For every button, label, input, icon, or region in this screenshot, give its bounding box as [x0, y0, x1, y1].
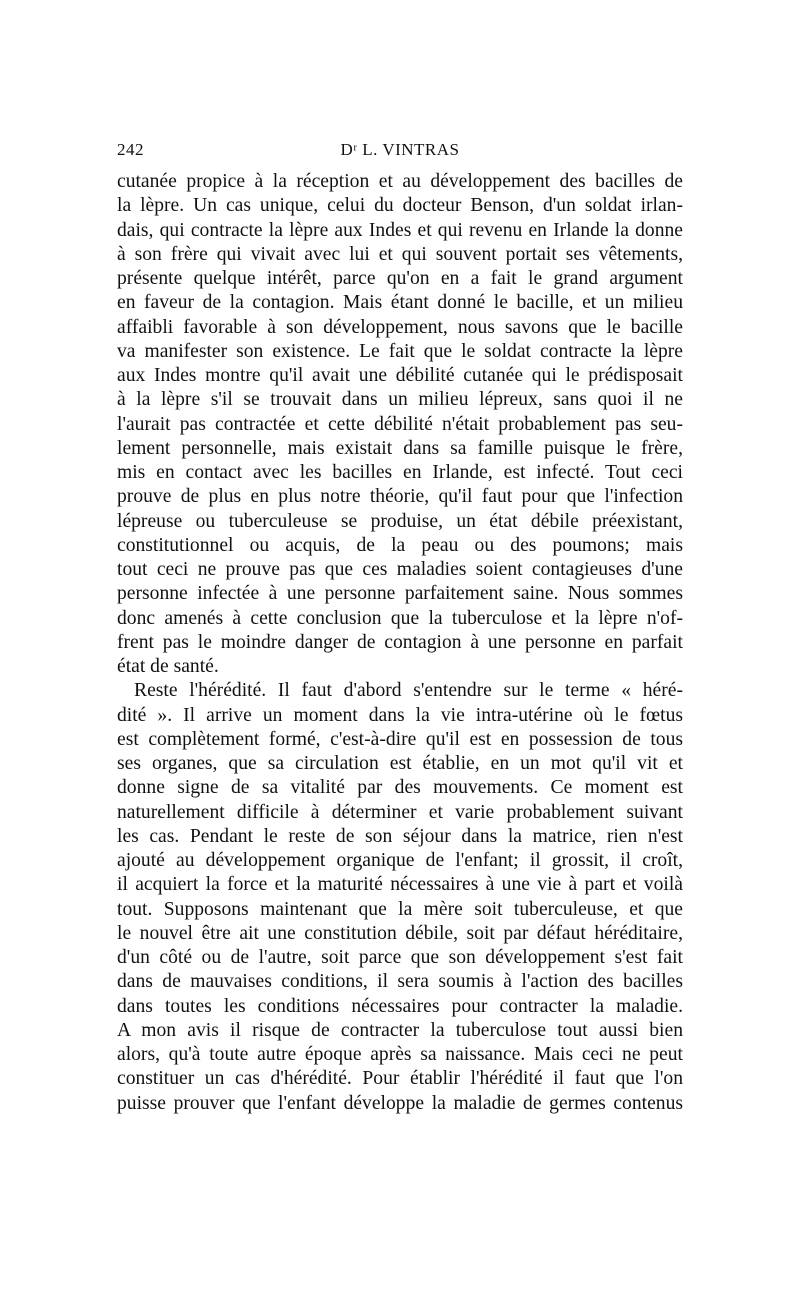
text-line: le nouvel être ait une constitution débile, soit par défaut héréditaire, — [117, 922, 683, 944]
text-line: est complètement formé, c'est-à-dire qu'il est en possession de tous — [117, 728, 683, 750]
text-line: puisse prouver que l'enfant développe la maladie de germes contenus — [117, 1092, 683, 1114]
text-line: donne signe de sa vitalité par des mouvements. Ce moment est — [117, 777, 683, 799]
text-line: à son frère qui vivait avec lui et qui souvent portait ses vêtements, — [117, 243, 683, 265]
text-line: à la lèpre s'il se trouvait dans un milieu lépreux, sans quoi il ne — [117, 389, 683, 411]
text-line: les cas. Pendant le reste de son séjour dans la matrice, rien n'est — [117, 825, 683, 847]
text-line: dité ». Il arrive un moment dans la vie intra-utérine où le fœtus — [117, 704, 683, 726]
book-page — [117, 140, 683, 1116]
running-title: Dʳ L. VINTRAS — [340, 140, 460, 159]
running-head — [117, 140, 683, 170]
text-line: lépreuse ou tuberculeuse se produise, un état débile préexistant, — [117, 510, 683, 532]
text-line: présente quelque intérêt, parce qu'on en a fait le grand argument — [117, 268, 683, 289]
page-number: 242 — [117, 140, 144, 159]
text-line: il acquiert la force et la maturité nécessaires à une vie à part et voilà — [117, 874, 683, 896]
text-line: ajouté au développement organique de l'enfant; il grossit, il croît, — [117, 850, 683, 871]
text-line: affaibli favorable à son développement, nous savons que le bacille — [117, 316, 683, 338]
text-line: dans toutes les conditions nécessaires pour contracter la maladie. — [117, 995, 683, 1017]
text-line: alors, qu'à toute autre époque après sa naissance. Mais ceci ne peut — [117, 1044, 683, 1065]
text-line: cutanée propice à la réception et au développement des bacilles de — [117, 171, 683, 192]
text-line: l'aurait pas contractée et cette débilité n'était probablement pas seu- — [117, 413, 683, 435]
text-line: dais, qui contracte la lèpre aux Indes et qui revenu en Irlande la donne — [117, 219, 683, 241]
text-line: mis en contact avec les bacilles en Irlande, est infecté. Tout ceci — [117, 462, 683, 483]
text-line: la lèpre. Un cas unique, celui du docteur Benson, d'un soldat irlan- — [117, 195, 683, 217]
text-line: donc amenés à cette conclusion que la tuberculose et la lèpre n'of- — [117, 607, 683, 629]
text-line: prouve de plus en plus notre théorie, qu'il faut pour que l'infection — [117, 486, 683, 508]
text-line: frent pas le moindre danger de contagion à une personne en parfait — [117, 631, 683, 653]
text-line: en faveur de la contagion. Mais étant donné le bacille, et un milieu — [117, 292, 683, 314]
text-line: état de santé. — [117, 656, 219, 677]
paragraph — [117, 679, 683, 1116]
text-line: tout. Supposons maintenant que la mère soit tuberculeuse, et que — [117, 898, 683, 920]
text-line: constitutionnel ou acquis, de la peau ou des poumons; mais — [117, 534, 683, 556]
text-line: aux Indes montre qu'il avait une débilité cutanée qui le prédisposait — [117, 365, 683, 386]
text-line: tout ceci ne prouve pas que ces maladies soient contagieuses d'une — [117, 559, 683, 580]
text-line: personne infectée à une personne parfaitement saine. Nous sommes — [117, 583, 683, 605]
text-line: va manifester son existence. Le fait que le soldat contracte la lèpre — [117, 340, 683, 362]
paragraph — [117, 170, 683, 679]
text-line: A mon avis il risque de contracter la tuberculose tout aussi bien — [117, 1019, 683, 1041]
text-line: Reste l'hérédité. Il faut d'abord s'entendre sur le terme « héré- — [134, 680, 683, 702]
text-line: lement personnelle, mais existait dans sa famille puisque le frère, — [117, 437, 683, 459]
text-line: d'un côté ou de l'autre, soit parce que son développement s'est fait — [117, 947, 683, 968]
text-line: naturellement difficile à déterminer et varie probablement suivant — [117, 801, 683, 823]
body-text — [117, 170, 683, 1116]
text-line: ses organes, que sa circulation est établie, en un mot qu'il vit et — [117, 753, 683, 774]
text-line: constituer un cas d'hérédité. Pour établir l'hérédité il faut que l'on — [117, 1068, 683, 1090]
text-line: dans de mauvaises conditions, il sera soumis à l'action des bacilles — [117, 971, 683, 993]
